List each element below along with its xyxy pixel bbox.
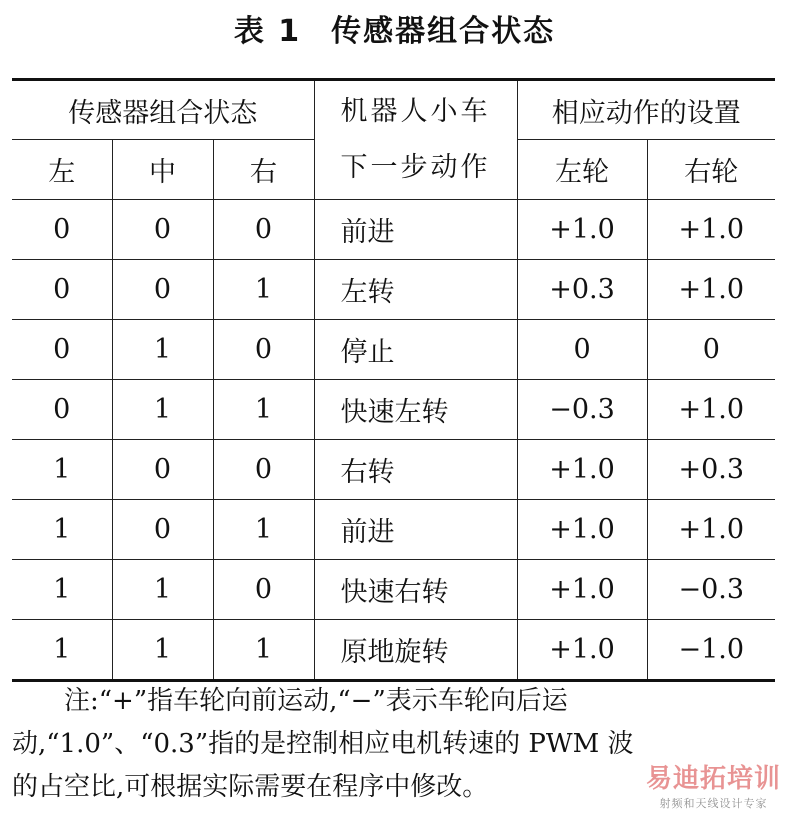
table-row	[12, 200, 775, 260]
cell-left: 1	[12, 620, 112, 681]
cell-right: 1	[213, 620, 314, 681]
cell-right-wheel: 0	[647, 320, 775, 380]
watermark-title: 易迪拓培训	[645, 764, 781, 794]
cell-action: 前进	[314, 500, 517, 560]
watermark-subtitle: 射频和天线设计专家	[659, 797, 768, 810]
table-row	[12, 620, 775, 681]
cell-action: 原地旋转	[314, 620, 517, 681]
cell-right: 0	[213, 440, 314, 500]
cell-middle: 1	[112, 620, 213, 681]
note-line-2: 动,“1.0”、“0.3”指的是控制相应电机转速的 PWM 波	[12, 729, 634, 759]
cell-action: 停止	[314, 320, 517, 380]
cell-right: 1	[213, 500, 314, 560]
cell-left-wheel: +1.0	[517, 440, 647, 500]
cell-right-wheel: +1.0	[647, 500, 775, 560]
cell-right: 0	[213, 320, 314, 380]
cell-middle: 0	[112, 440, 213, 500]
table-title	[0, 6, 789, 50]
cell-right-wheel: +1.0	[647, 380, 775, 440]
cell-left-wheel: +1.0	[517, 500, 647, 560]
cell-right: 0	[213, 560, 314, 620]
cell-left: 1	[12, 500, 112, 560]
cell-action: 快速左转	[314, 380, 517, 440]
table-row	[12, 380, 775, 440]
header-left-wheel: 左轮	[517, 140, 647, 200]
cell-action: 右转	[314, 440, 517, 500]
table-title-text: 传感器组合状态	[331, 14, 556, 49]
header-left: 左	[12, 140, 112, 200]
cell-right-wheel: −1.0	[647, 620, 775, 681]
cell-left-wheel: +0.3	[517, 260, 647, 320]
cell-middle: 0	[112, 200, 213, 260]
watermark-logo	[646, 758, 781, 811]
cell-action: 前进	[314, 200, 517, 260]
cell-right-wheel: +0.3	[647, 440, 775, 500]
header-right-wheel: 右轮	[647, 140, 775, 200]
header-middle: 中	[112, 140, 213, 200]
cell-left: 0	[12, 260, 112, 320]
cell-middle: 1	[112, 320, 213, 380]
header-robot-next-line2: 下一步动作	[340, 152, 491, 183]
cell-middle: 1	[112, 560, 213, 620]
sensor-state-table	[12, 78, 775, 682]
cell-action: 快速右转	[314, 560, 517, 620]
cell-left-wheel: +1.0	[517, 560, 647, 620]
cell-left-wheel: +1.0	[517, 620, 647, 681]
cell-right-wheel: −0.3	[647, 560, 775, 620]
cell-right-wheel: +1.0	[647, 200, 775, 260]
cell-middle: 0	[112, 260, 213, 320]
cell-right: 1	[213, 380, 314, 440]
table-row	[12, 260, 775, 320]
table-row	[12, 560, 775, 620]
table-row	[12, 500, 775, 560]
table-row	[12, 320, 775, 380]
cell-left-wheel: 0	[517, 320, 647, 380]
cell-left: 0	[12, 380, 112, 440]
cell-left: 0	[12, 200, 112, 260]
cell-left: 0	[12, 320, 112, 380]
cell-left: 1	[12, 560, 112, 620]
cell-right: 0	[213, 200, 314, 260]
note-line-1: 注:“+”指车轮向前运动,“−”表示车轮向后运	[64, 686, 568, 716]
table-row	[12, 440, 775, 500]
cell-right: 1	[213, 260, 314, 320]
cell-action: 左转	[314, 260, 517, 320]
header-setting-group: 相应动作的设置	[517, 80, 775, 140]
header-robot-next-action	[314, 80, 517, 200]
header-robot-next-line1: 机器人小车	[340, 96, 491, 127]
cell-middle: 0	[112, 500, 213, 560]
cell-left-wheel: −0.3	[517, 380, 647, 440]
note-line-3: 的占空比,可根据实际需要在程序中修改。	[12, 772, 489, 802]
header-right: 右	[213, 140, 314, 200]
cell-right-wheel: +1.0	[647, 260, 775, 320]
cell-left-wheel: +1.0	[517, 200, 647, 260]
table-label: 表 1	[233, 14, 302, 49]
cell-left: 1	[12, 440, 112, 500]
header-sensor-group: 传感器组合状态	[12, 80, 314, 140]
cell-middle: 1	[112, 380, 213, 440]
